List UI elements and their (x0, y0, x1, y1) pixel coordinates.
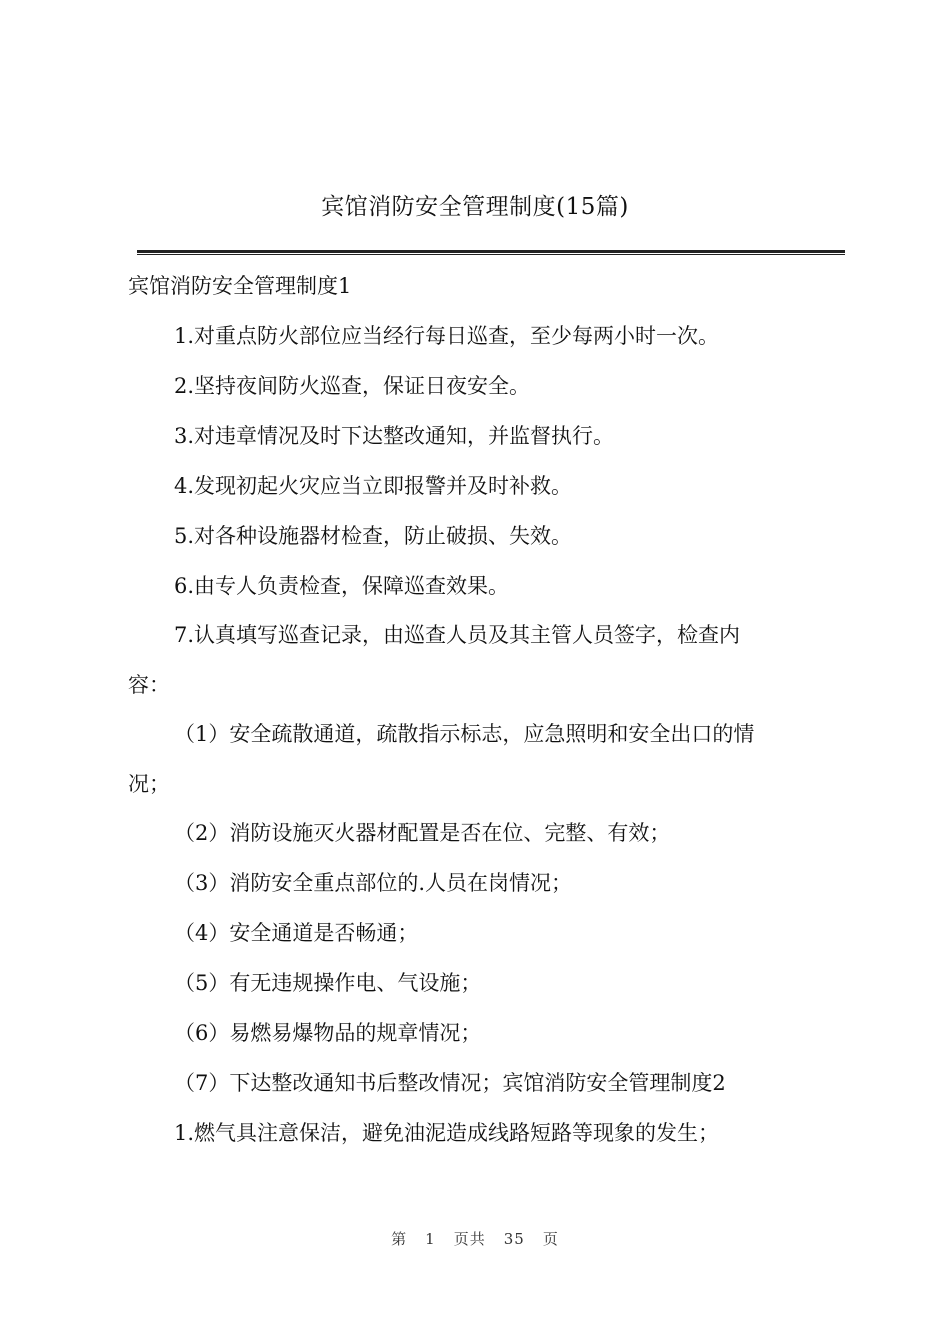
paragraph-line: （6）易燃易爆物品的规章情况； (174, 1021, 482, 1045)
section-heading: 宾馆消防安全管理制度1 (128, 274, 352, 298)
total-pages-number: 35 (503, 1230, 525, 1248)
paragraph-line: （3）消防安全重点部位的.人员在岗情况； (174, 871, 573, 895)
title-divider (137, 250, 845, 255)
paragraph-line: 况； (128, 772, 170, 796)
paragraph-line: （4）安全通道是否畅通； (174, 921, 419, 945)
paragraph-line: 容： (128, 673, 170, 697)
paragraph-line: 7.认真填写巡查记录，由巡查人员及其主管人员签字，检查内 (174, 623, 741, 647)
paragraph-line: （2）消防设施灭火器材配置是否在位、完整、有效； (174, 821, 671, 845)
paragraph-line: （7）下达整改通知书后整改情况；宾馆消防安全管理制度2 (174, 1071, 726, 1095)
paragraph-line: 5.对各种设施器材检查，防止破损、失效。 (174, 524, 573, 548)
paragraph-line: 1.燃气具注意保洁，避免油泥造成线路短路等现象的发生； (174, 1121, 720, 1145)
page-label-middle: 页共 (453, 1230, 486, 1248)
page-label-suffix: 页 (542, 1230, 559, 1248)
paragraph-line: 4.发现初起火灾应当立即报警并及时补救。 (174, 474, 573, 498)
paragraph-line: （5）有无违规操作电、气设施； (174, 971, 482, 995)
current-page-number: 1 (425, 1230, 436, 1248)
paragraph-line: 3.对违章情况及时下达整改通知，并监督执行。 (174, 424, 615, 448)
page-label-prefix: 第 (391, 1230, 408, 1248)
paragraph-line: 1.对重点防火部位应当经行每日巡查，至少每两小时一次。 (174, 324, 720, 348)
page-footer (0, 1228, 950, 1249)
paragraph-line: 6.由专人负责检查，保障巡查效果。 (174, 574, 510, 598)
paragraph-line: （1）安全疏散通道，疏散指示标志，应急照明和安全出口的情 (174, 722, 755, 746)
paragraph-line: 2.坚持夜间防火巡查，保证日夜安全。 (174, 374, 531, 398)
document-title: 宾馆消防安全管理制度(15篇) (321, 194, 629, 220)
